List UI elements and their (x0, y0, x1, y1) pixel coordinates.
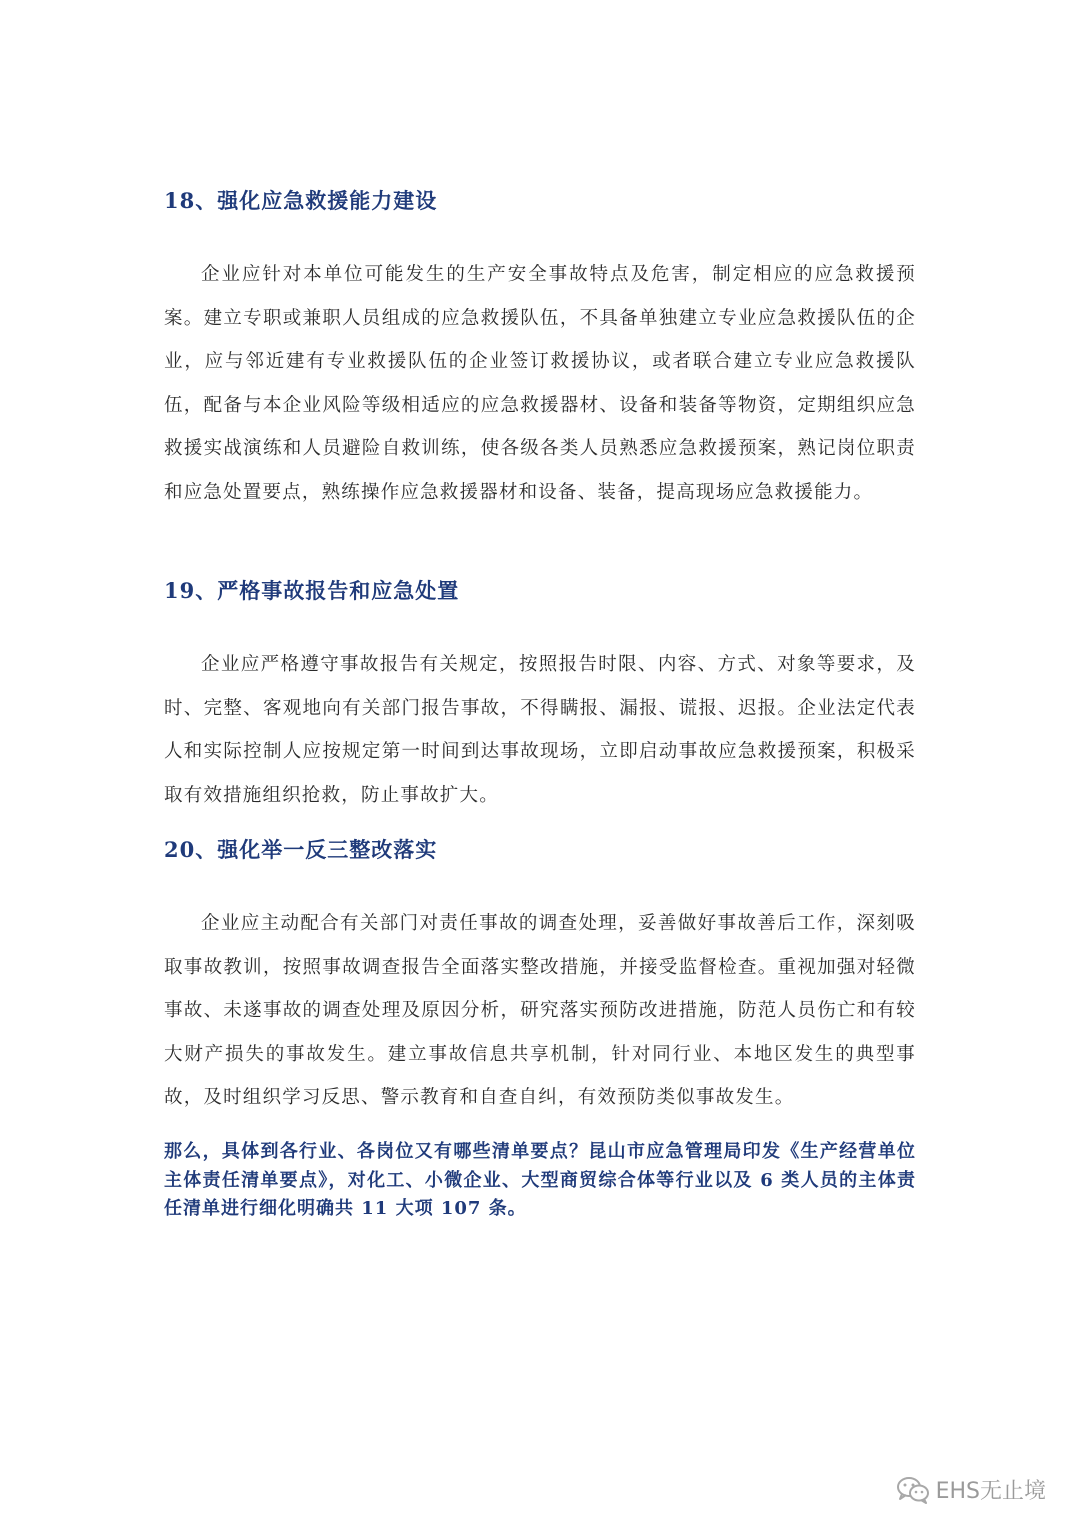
section-18-body: 企业应针对本单位可能发生的生产安全事故特点及危害，制定相应的应急救援预案。建立专职或兼职人员组成的应急救援队伍，不具备单独建立专业应急救援队伍的企业，应与邻近建有专业救援队伍的企业签订救援协议，或者联合建立专业应急救援队伍，配备与本企业风险等级相适应的应急救援器材、设备和装备等物资，定期组织应急救援实战演练和人员避险自救训练，使各级各类人员熟悉应急救援预案，熟记岗位职责和应急处置要点，熟练操作应急救援器材和设备、装备，提高现场应急救援能力。 (164, 264, 916, 503)
closing-paragraph: 那么，具体到各行业、各岗位又有哪些清单要点？昆山市应急管理局印发《生产经营单位主体责任清单要点》，对化工、小微企业、大型商贸综合体等行业以及 6 类人员的主体责任清单进行细化明确共 11 大项 107 条。 (164, 1141, 916, 1219)
watermark-text: EHS无止境 (935, 1479, 1046, 1504)
section-19-body: 企业应严格遵守事故报告有关规定，按照报告时限、内容、方式、对象等要求，及时、完整、客观地向有关部门报告事故，不得瞒报、漏报、谎报、迟报。企业法定代表人和实际控制人应按规定第一时间到达事故现场，立即启动事故应急救援预案，积极采取有效措施组织抢救，防止事故扩大。 (164, 654, 916, 806)
section-20-body: 企业应主动配合有关部门对责任事故的调查处理，妥善做好事故善后工作，深刻吸取事故教训，按照事故调查报告全面落实整改措施，并接受监督检查。重视加强对轻微事故、未遂事故的调查处理及原因分析，研究落实预防改进措施，防范人员伤亡和有较大财产损失的事故发生。建立事故信息共享机制，针对同行业、本地区发生的典型事故，及时组织学习反思、警示教育和自查自纠，有效预防类似事故发生。 (164, 913, 916, 1108)
section-18-heading: 18、强化应急救援能力建设 (164, 188, 438, 213)
watermark (896, 1474, 1046, 1505)
section-19-heading: 19、严格事故报告和应急处置 (164, 578, 460, 603)
wechat-icon (896, 1476, 930, 1504)
section-20-heading: 20、强化举一反三整改落实 (164, 837, 438, 862)
